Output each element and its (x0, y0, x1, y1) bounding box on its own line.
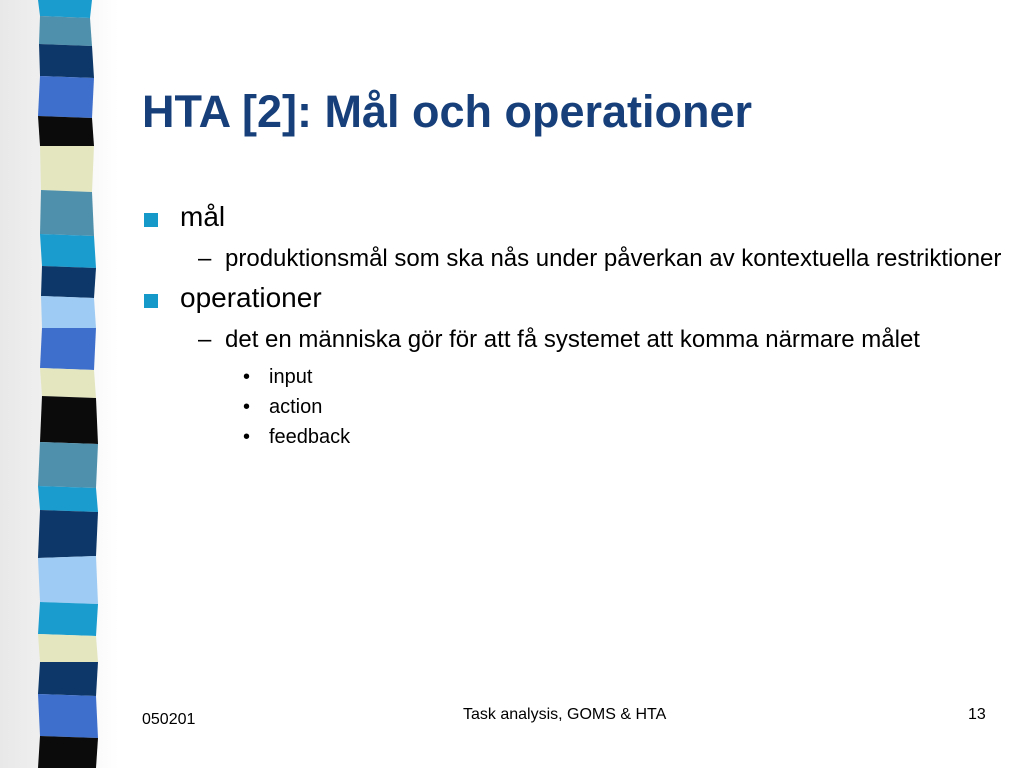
stripe (38, 556, 98, 604)
dot-marker: • (243, 366, 251, 388)
sub-sub-bullet-item (142, 362, 1002, 392)
stripe (38, 736, 98, 768)
stripe (40, 146, 94, 192)
slide-title: HTA [2]: Mål och operationer (142, 86, 753, 137)
bullet-item (142, 200, 1002, 234)
stripe (40, 234, 96, 268)
dot-marker: • (243, 396, 251, 418)
stripe (38, 602, 98, 636)
stripe (38, 442, 98, 488)
stripe (41, 266, 96, 298)
square-bullet-icon (144, 294, 158, 308)
square-bullet-icon (144, 213, 158, 227)
stripe (38, 0, 92, 18)
sub-sub-bullet-text: input (269, 366, 313, 388)
stripe (38, 486, 98, 512)
sub-sub-bullet-text: action (269, 396, 323, 418)
footer-title: Task analysis, GOMS & HTA (463, 706, 667, 723)
sub-bullet-item (142, 325, 1002, 354)
dash-marker: – (198, 245, 212, 272)
stripe (38, 694, 98, 738)
stripe (38, 634, 98, 662)
stripe (40, 190, 94, 236)
stripe (38, 510, 98, 558)
sub-sub-bullet-item (142, 422, 1002, 452)
sub-bullet-item (142, 244, 1002, 273)
dash-marker: – (198, 326, 212, 353)
bullet-text: operationer (180, 282, 322, 313)
footer-date: 050201 (142, 711, 196, 728)
dot-marker: • (243, 426, 251, 448)
stripe (40, 368, 96, 398)
stripe (41, 296, 96, 328)
stripe (38, 116, 94, 146)
sub-sub-bullet-text: feedback (269, 426, 351, 448)
stripe-bar-graphic (34, 0, 98, 768)
stripe (40, 328, 96, 370)
stripe (39, 44, 94, 78)
stripe (39, 16, 92, 46)
bullet-text: mål (180, 201, 226, 232)
slide-content (142, 200, 1002, 452)
sub-sub-bullet-item (142, 392, 1002, 422)
stripe (38, 76, 94, 118)
stripe (40, 396, 98, 444)
sub-bullet-text: det en människa gör för att få systemet att komma närmare målet (225, 326, 920, 353)
stripe (38, 662, 98, 696)
sub-bullet-text: produktionsmål som ska nås under påverkan av kontextuella restriktioner (225, 245, 1002, 272)
bullet-item (142, 281, 1002, 315)
decorative-stripe-bar (34, 0, 98, 768)
slide-number: 13 (968, 706, 986, 723)
